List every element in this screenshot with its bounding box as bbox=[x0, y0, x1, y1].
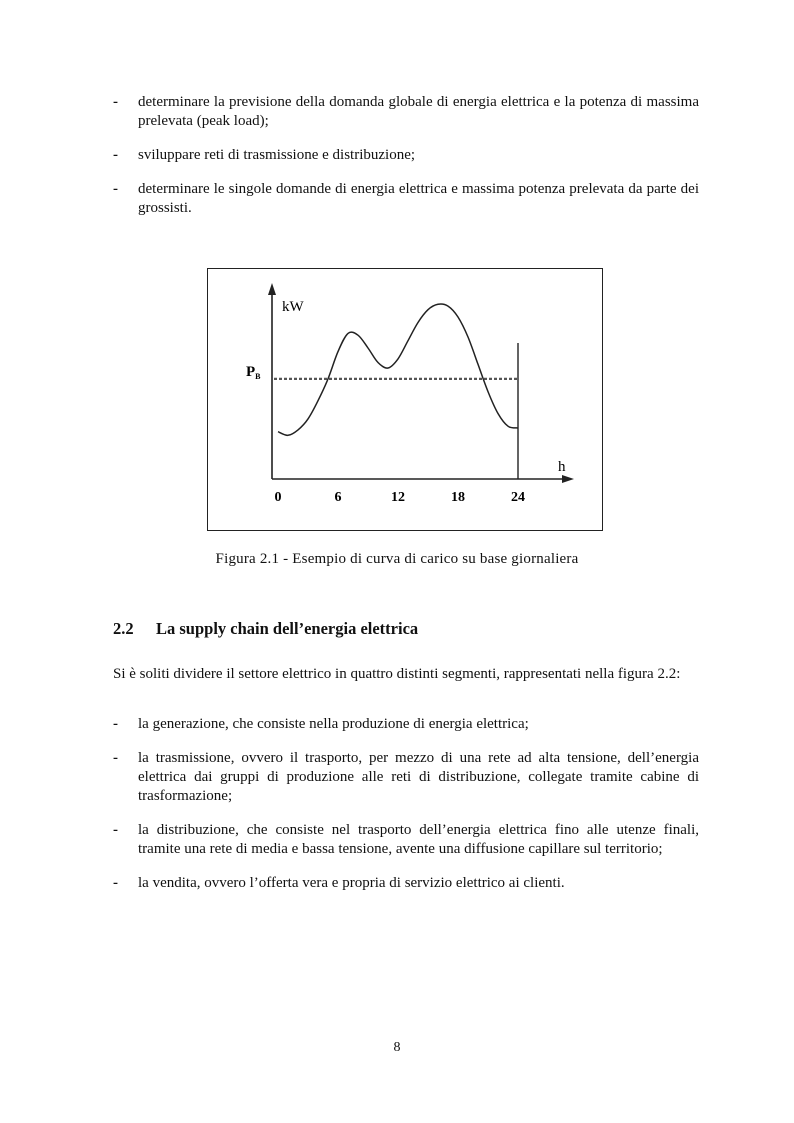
list-item bbox=[113, 93, 699, 131]
bullet-dash: - bbox=[113, 94, 118, 110]
page-number: 8 bbox=[393, 1040, 401, 1055]
bullet-dash: - bbox=[113, 181, 118, 197]
bullet-dash: - bbox=[113, 716, 118, 732]
bullet-text: la distribuzione, che consiste nel trasporto dell’energia elettrica fino alle utenze finali, tramite una rete di media e bassa tensione, avente una diffusione capillare sul territorio; bbox=[138, 822, 699, 857]
load-curve-line bbox=[278, 304, 518, 435]
list-item bbox=[113, 749, 699, 806]
list-item bbox=[113, 180, 699, 218]
x-axis-arrow bbox=[562, 475, 574, 483]
bullet-text: determinare la previsione della domanda globale di energia elettrica e la potenza di massima prelevata (peak load); bbox=[138, 94, 699, 129]
x-tick-labels bbox=[275, 490, 526, 505]
section-title: La supply chain dell’energia elettrica bbox=[156, 619, 419, 638]
bullet-dash: - bbox=[113, 875, 118, 891]
baseline-label-subscript: B bbox=[255, 372, 261, 381]
list-item bbox=[113, 715, 699, 734]
bullet-text: sviluppare reti di trasmissione e distribuzione; bbox=[138, 147, 416, 163]
bullet-list-top bbox=[113, 93, 699, 233]
x-tick-label: 18 bbox=[451, 490, 465, 505]
x-axis-label: h bbox=[558, 459, 566, 475]
baseline-label-main: P bbox=[246, 364, 256, 380]
x-tick-label: 6 bbox=[334, 490, 342, 505]
load-curve-chart bbox=[208, 269, 604, 532]
x-tick-label: 0 bbox=[274, 490, 282, 505]
list-item bbox=[113, 874, 699, 893]
intro-paragraph: Si è soliti dividere il settore elettrico in quattro distinti segmenti, rappresentati nella figura 2.2: bbox=[113, 666, 681, 682]
figure-load-curve bbox=[207, 268, 603, 531]
bullet-text: la trasmissione, ovvero il trasporto, per mezzo di una rete ad alta tensione, dell’energia elettrica dai gruppi di produzione alle reti di distribuzione, collegate tramite cabine di trasformazione; bbox=[138, 750, 699, 804]
section-heading bbox=[113, 619, 418, 639]
bullet-text: determinare le singole domande di energia elettrica e massima potenza prelevata da parte dei grossisti. bbox=[138, 181, 699, 216]
y-axis-label: kW bbox=[282, 299, 304, 315]
bullet-text: la generazione, che consiste nella produzione di energia elettrica; bbox=[138, 716, 529, 732]
figure-caption: Figura 2.1 - Esempio di curva di carico su base giornaliera bbox=[215, 551, 579, 567]
bullet-dash: - bbox=[113, 147, 118, 163]
bullet-dash: - bbox=[113, 750, 118, 766]
list-item bbox=[113, 821, 699, 859]
list-item bbox=[113, 146, 699, 165]
y-axis-arrow bbox=[268, 283, 276, 295]
x-tick-label: 12 bbox=[391, 490, 405, 505]
bullet-list-bottom bbox=[113, 715, 699, 908]
bullet-dash: - bbox=[113, 822, 118, 838]
section-number: 2.2 bbox=[113, 619, 134, 638]
baseline-label bbox=[246, 364, 261, 381]
x-tick-label: 24 bbox=[511, 490, 525, 505]
bullet-text: la vendita, ovvero l’offerta vera e propria di servizio elettrico ai clienti. bbox=[138, 875, 565, 891]
